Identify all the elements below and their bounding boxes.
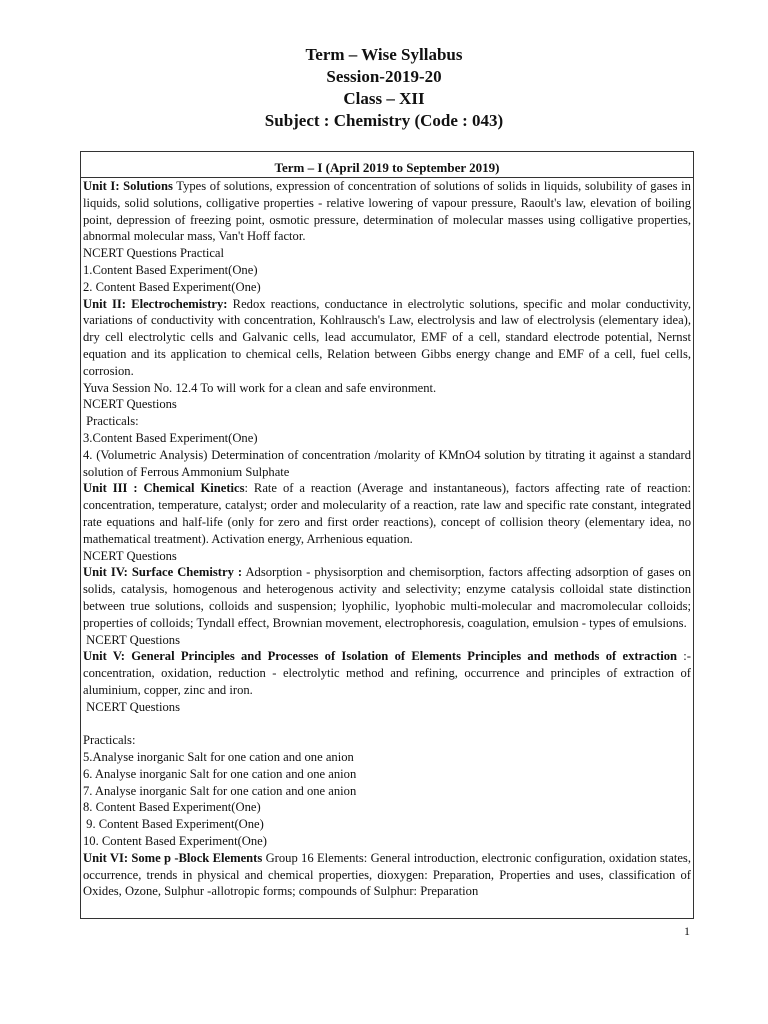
unit-1-title: Unit I: Solutions [83,179,173,193]
title-subject: Subject : Chemistry (Code : 043) [264,111,504,130]
title-session: Session-2019-20 [326,67,442,86]
unit-3-text: : Rate of a reaction (Average and instantaneous), factors affecting rate of reaction: concentration, temperature, catalyst; order and molecularity of a reaction, rate law and specific rate constant, integrated rate equations and half-life (only for zero and first order reactions), concept of collision theory (elementary idea, no mathematical treatment). Activation energy, Arrhenious equation. [83,481,691,546]
unit-6-title: Unit VI: Some p -Block Elements [83,850,263,865]
unit-2-practicals: Practicals: [83,414,139,429]
experiment-8: 8. Content Based Experiment(One) [83,800,261,815]
experiment-10: 10. Content Based Experiment(One) [83,834,267,849]
term-heading: Term – I (April 2019 to September 2019) [81,152,693,178]
unit-4-surface-chemistry [83,564,691,631]
experiment-4: 4. (Volumetric Analysis) Determination of concentration /molarity of KMnO4 solution by titrating it against a standard solution of Ferrous Ammonium Sulphate [83,447,691,479]
syllabus-content [81,178,693,900]
title-term-wise-syllabus: Term – Wise Syllabus [305,45,463,64]
unit-5-text: :- concentration, oxidation, reduction - electrolytic method and refining, occurrence and principles of extraction of aluminium, copper, zinc and iron. [83,649,691,697]
experiment-3: 3.Content Based Experiment(One) [83,430,258,445]
unit-4-text: Adsorption - physisorption and chemisorption, factors affecting adsorption of gases on solids, catalysis, homogenous and heterogenous activity and selectivity; enzyme catalysis colloidal state distinction between true solutions, colloids and suspension; lyophilic, lyophobic multi-molecular and macromolecular colloids; properties of colloids; Tyndall effect, Brownian movement, electrophoresis, coagulation, emulsion - types of emulsions. [83,565,691,630]
unit-6-p-block-elements [83,850,691,900]
unit-5-title: Unit V: General Principles and Processes of Isolation of Elements Principles and methods of extraction [83,649,678,664]
unit-5-practicals: Practicals: [83,733,136,748]
unit-1-ncert: NCERT Questions Practical [83,246,225,261]
blank-line [83,716,691,733]
unit-5-isolation-of-elements [83,648,691,698]
experiment-9: 9. Content Based Experiment(One) [83,817,264,832]
unit-4-title: Unit IV: Surface Chemistry : [83,565,243,580]
unit-2-electrochemistry [83,296,691,380]
unit-2-text: Redox reactions, conductance in electrolytic solutions, specific and molar conductivity, variations of conductivity with concentration, Kohlrausch's Law, electrolysis and law of electrolysis (elementary idea), dry cell electrolytic cells and Galvanic cells, lead accumulator, EMF of a cell, standard electrode potential, Nernst equation and its application to chemical cells, Relation between Gibbs energy change and EMF of a cell, fuel cells, corrosion. [83,296,691,378]
unit-1-solutions [83,178,691,245]
experiment-7: 7. Analyse inorganic Salt for one cation and one anion [83,783,357,798]
unit-5-ncert: NCERT Questions [83,699,180,714]
experiment-1: 1.Content Based Experiment(One) [83,262,258,277]
unit-3-title: Unit III : Chemical Kinetics [83,481,245,496]
document-title-block [0,44,768,132]
unit-3-chemical-kinetics [83,480,691,547]
unit-4-ncert: NCERT Questions [83,632,180,647]
syllabus-table [80,151,694,919]
unit-3-ncert: NCERT Questions [83,548,177,563]
experiment-6: 6. Analyse inorganic Salt for one cation and one anion [83,766,357,781]
title-class: Class – XII [343,89,425,108]
experiment-2: 2. Content Based Experiment(One) [83,279,261,294]
experiment-5: 5.Analyse inorganic Salt for one cation and one anion [83,750,354,765]
unit-1-text: Types of solutions, expression of concentration of solutions of solids in liquids, solubility of gases in liquids, solid solutions, colligative properties - relative lowering of vapour pressure, Raoult's law, elevation of boiling point, depression of freezing point, osmotic pressure, determination of molecular masses using colligative properties, abnormal molecular mass, Van't Hoff factor. [83,179,691,244]
page-number: 1 [684,924,690,938]
yuva-session: Yuva Session No. 12.4 To will work for a clean and safe environment. [83,380,437,395]
unit-6-text: Group 16 Elements: General introduction, electronic configuration, oxidation states, occurrence, trends in physical and chemical properties, dioxygen: Preparation, Properties and uses, classification of Oxides, Ozone, Sulphur -allotropic forms; compounds of Sulphur: Preparation [83,850,691,899]
unit-2-ncert: NCERT Questions [83,397,177,412]
unit-2-title: Unit II: Electrochemistry: [83,296,228,311]
